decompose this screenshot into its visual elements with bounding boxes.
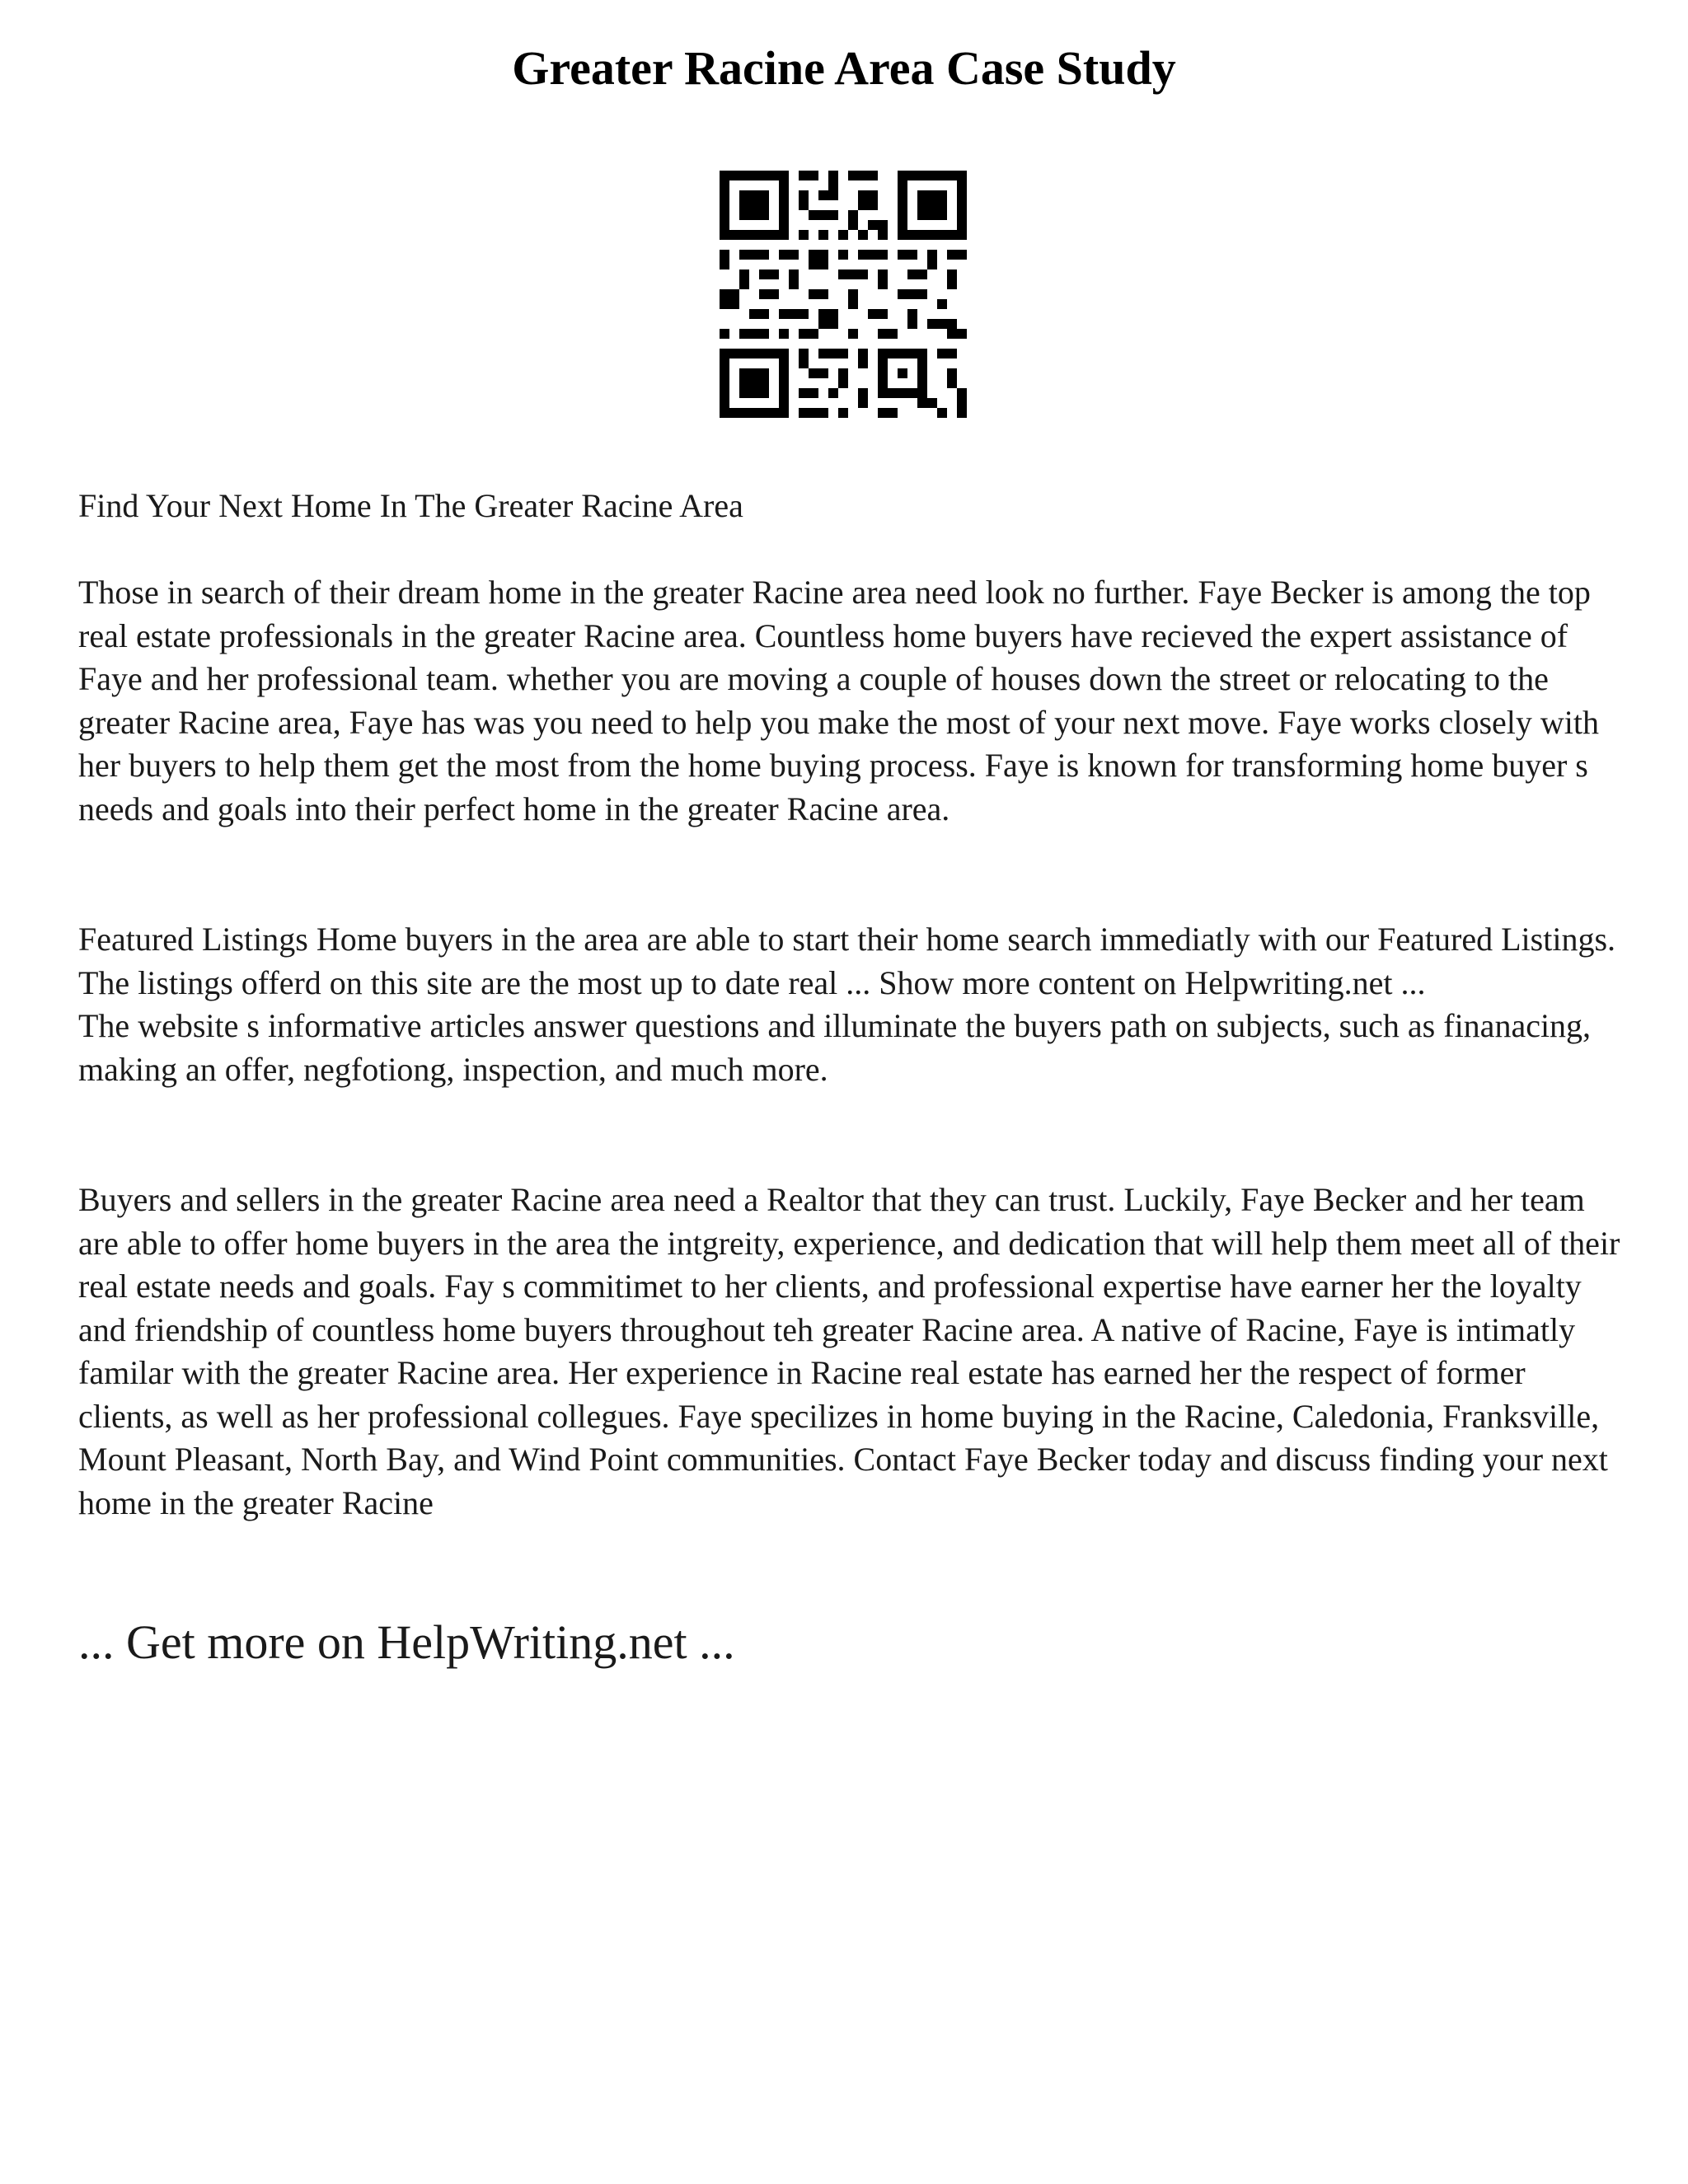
section-heading: Find Your Next Home In The Greater Racine Area bbox=[78, 487, 743, 524]
paragraph-articles-text: The website s informative articles answer questions and illuminate the buyers path on subjects, such as finanacing, making an offer, negfotiong, inspection, and much more. bbox=[78, 1007, 1592, 1088]
paragraph-featured-listings bbox=[78, 918, 1628, 1091]
document-title: Greater Racine Area Case Study bbox=[512, 41, 1176, 95]
qr-code-icon bbox=[720, 171, 967, 418]
paragraph-buyers-sellers: Buyers and sellers in the greater Racine area need a Realtor that they can trust. Luckily, Faye Becker and her team are able to offer home buyers in the area the intgreity, experience, and dedication that will help them meet all of their real estate needs and goals. Fay s commitimet to her clients, and professional expertise have earner her the loyalty and friendship of countless home buyers throughout teh greater Racine area. A native of Racine, Faye is intimatly familar with the greater Racine area. Her experience in Racine real estate has earned her the respect of former clients, as well as her professional collegues. Faye specilizes in home buying in the Racine, Caledonia, Franksville, Mount Pleasant, North Bay, and Wind Point communities. Contact Faye Becker today and discuss finding your next home in the greater Racine bbox=[78, 1181, 1620, 1521]
paragraph-intro: Those in search of their dream home in the greater Racine area need look no further. Faye Becker is among the top real estate professionals in the greater Racine area. Countless home buyers have recieved the expert assistance of Faye and her professional team. whether you are moving a couple of houses down the street or relocating to the greater Racine area, Faye has was you need to help you make the most of your next move. Faye works closely with her buyers to help them get the most from the home buying process. Faye is known for transforming home buyer s needs and goals into their perfect home in the greater Racine area. bbox=[78, 574, 1600, 827]
get-more-link[interactable]: ... Get more on HelpWriting.net ... bbox=[78, 1615, 735, 1669]
paragraph-featured-listings-text: Featured Listings Home buyers in the area are able to start their home search immediatly with our Featured Listings. The listings offerd on this site are the most up to date real ... Show more content on Helpwriting.net ... bbox=[78, 921, 1616, 1001]
